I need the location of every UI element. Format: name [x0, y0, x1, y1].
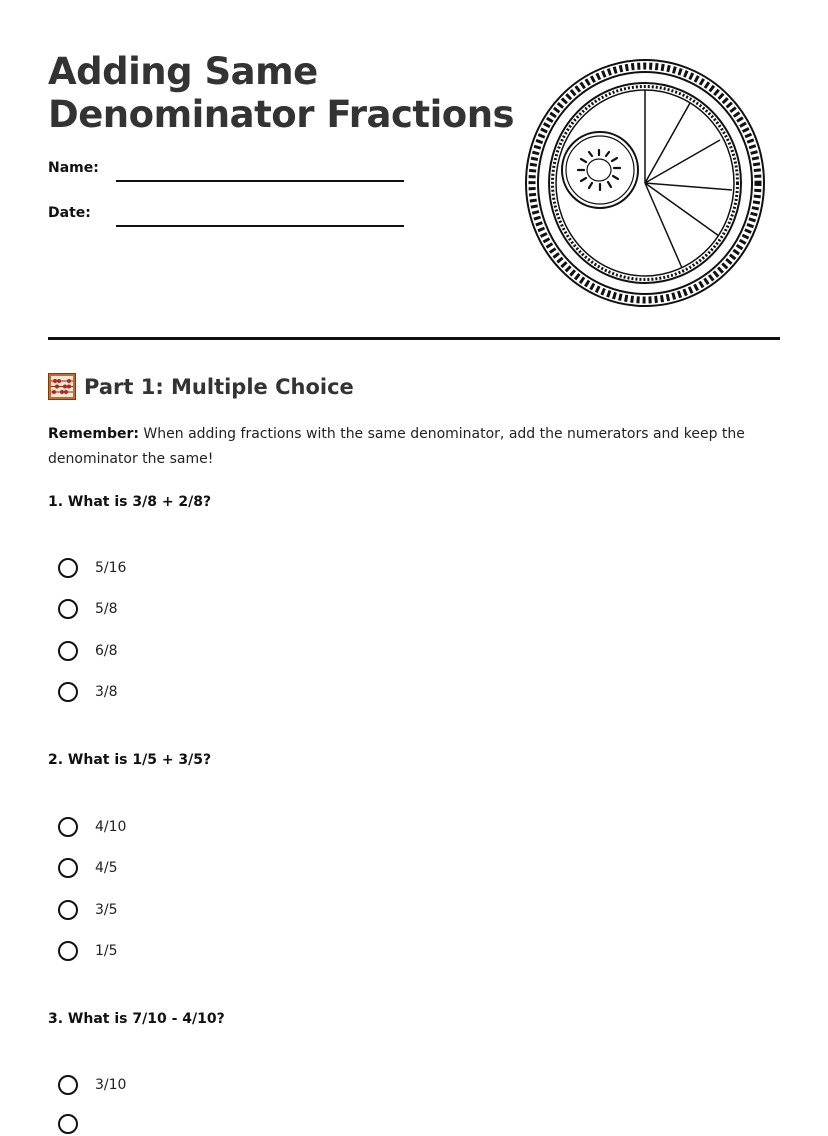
question-2: 2. What is 1/5 + 3/5?	[48, 752, 212, 768]
option-label: 3/5	[95, 902, 118, 918]
option-label: 4/5	[95, 860, 118, 876]
radio-button[interactable]	[58, 558, 78, 578]
question-1-option-a[interactable]	[58, 556, 126, 580]
title-line-1: Adding Same	[48, 50, 318, 93]
radio-button[interactable]	[58, 599, 78, 619]
option-label: 5/8	[95, 601, 118, 617]
date-field	[48, 205, 91, 221]
radio-button[interactable]	[58, 941, 78, 961]
remember-label: Remember:	[48, 426, 139, 442]
radio-button[interactable]	[58, 1114, 78, 1134]
name-label: Name:	[48, 160, 99, 176]
name-blank-line[interactable]	[116, 180, 404, 182]
question-1-option-b[interactable]	[58, 597, 118, 621]
question-1: 1. What is 3/8 + 2/8?	[48, 494, 212, 510]
question-2-option-c[interactable]	[58, 898, 118, 922]
question-3: 3. What is 7/10 - 4/10?	[48, 1011, 225, 1027]
part-1-heading	[48, 373, 354, 400]
page-title	[48, 50, 514, 136]
title-line-2: Denominator Fractions	[48, 93, 515, 136]
remember-text: When adding fractions with the same denominator, add the numerators and keep the denominator the same!	[48, 426, 745, 467]
section-divider	[48, 337, 780, 340]
radio-button[interactable]	[58, 641, 78, 661]
question-1-option-d[interactable]	[58, 680, 118, 704]
radio-button[interactable]	[58, 817, 78, 837]
option-label: 1/5	[95, 943, 118, 959]
option-label: 6/8	[95, 643, 118, 659]
question-3-option-a[interactable]	[58, 1073, 126, 1097]
option-label: 3/10	[95, 1077, 127, 1093]
date-blank-line[interactable]	[116, 225, 404, 227]
question-3-option-b-partial[interactable]	[58, 1112, 78, 1136]
radio-button[interactable]	[58, 900, 78, 920]
radio-button[interactable]	[58, 858, 78, 878]
question-2-option-d[interactable]	[58, 939, 118, 963]
fraction-kiwi-emblem-icon	[524, 58, 766, 308]
option-label: 3/8	[95, 684, 118, 700]
radio-button[interactable]	[58, 682, 78, 702]
part-1-heading-text: Part 1: Multiple Choice	[84, 374, 354, 399]
question-1-option-c[interactable]	[58, 639, 118, 663]
name-field	[48, 160, 99, 176]
abacus-icon	[48, 373, 76, 400]
option-label: 4/10	[95, 819, 127, 835]
option-label: 5/16	[95, 560, 127, 576]
radio-button[interactable]	[58, 1075, 78, 1095]
question-2-option-a[interactable]	[58, 815, 126, 839]
remember-note	[48, 422, 748, 472]
question-2-option-b[interactable]	[58, 856, 118, 880]
date-label: Date:	[48, 205, 91, 221]
